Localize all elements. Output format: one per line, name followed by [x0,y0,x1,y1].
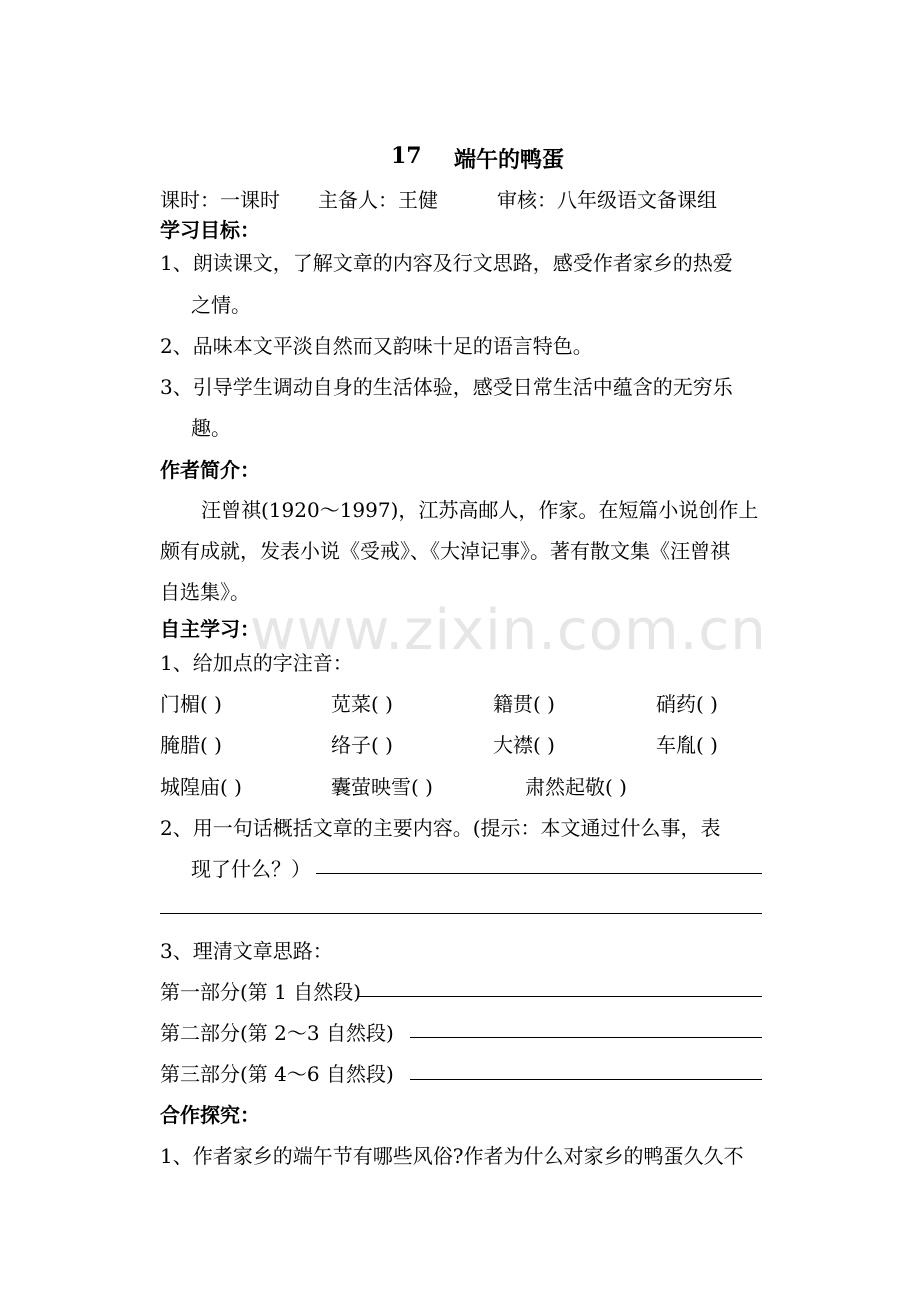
pinyin-item: 硝药( ) [656,692,718,716]
question-1: 1、给加点的字注音： [160,651,353,675]
part-3-label: 第三部分(第 4～6 自然段) [160,1062,394,1086]
objective-2: 2、品味本文平淡自然而又韵味十足的语言特色。 [160,334,593,358]
self-study-heading: 自主学习： [160,617,260,641]
lesson-number: 17 [391,143,422,169]
page-title: 端午的鸭蛋 [454,147,565,173]
pinyin-item: 腌腊( ) [160,733,222,757]
pinyin-item: 苋菜( ) [331,692,393,716]
answer-line[interactable] [410,1079,762,1080]
inquiry-question-1: 1、作者家乡的端午节有哪些风俗?作者为什么对家乡的鸭蛋久久不 [160,1144,744,1168]
objective-1-line2: 之情。 [191,293,251,317]
preparer-info: 主备人：王健 [318,188,438,212]
question-2-line2: 现了什么？） [191,857,311,881]
objective-3-line2: 趣。 [191,416,231,440]
author-line-2: 颇有成就，发表小说《受戒》、《大淖记事》。著有散文集《汪曾祺 [160,539,730,563]
answer-line[interactable] [160,913,762,914]
question-3: 3、理清文章思路： [160,939,333,963]
answer-line[interactable] [410,1037,762,1038]
watermark: www.zixin.com.cn [250,598,767,663]
inquiry-heading: 合作探究： [160,1103,260,1127]
pinyin-item: 囊萤映雪( ) [331,775,433,799]
objectives-heading: 学习目标： [160,218,260,242]
pinyin-item: 籍贯( ) [493,692,555,716]
author-line-3: 自选集》。 [160,580,250,604]
pinyin-item: 大襟( ) [493,733,555,757]
pinyin-item: 络子( ) [331,733,393,757]
question-2-line1: 2、用一句话概括文章的主要内容。(提示：本文通过什么事，表 [160,816,721,840]
pinyin-item: 车胤( ) [656,733,718,757]
period-info: 课时：一课时 [160,188,280,212]
objective-1-line1: 1、朗读课文，了解文章的内容及行文思路，感受作者家乡的热爱 [160,251,733,275]
answer-line[interactable] [316,873,762,874]
answer-line[interactable] [357,996,762,997]
objective-3-line1: 3、引导学生调动自身的生活体验，感受日常生活中蕴含的无穷乐 [160,375,733,399]
part-1-label: 第一部分(第 1 自然段) [160,980,362,1004]
pinyin-item: 肃然起敬( ) [525,775,627,799]
author-line-1: 汪曾祺(1920～1997)，江苏高邮人，作家。在短篇小说创作上 [201,498,759,522]
reviewer-info: 审核：八年级语文备课组 [497,188,717,212]
pinyin-item: 城隍庙( ) [160,775,242,799]
author-heading: 作者简介： [160,458,260,482]
part-2-label: 第二部分(第 2～3 自然段) [160,1021,394,1045]
pinyin-item: 门楣( ) [160,692,222,716]
